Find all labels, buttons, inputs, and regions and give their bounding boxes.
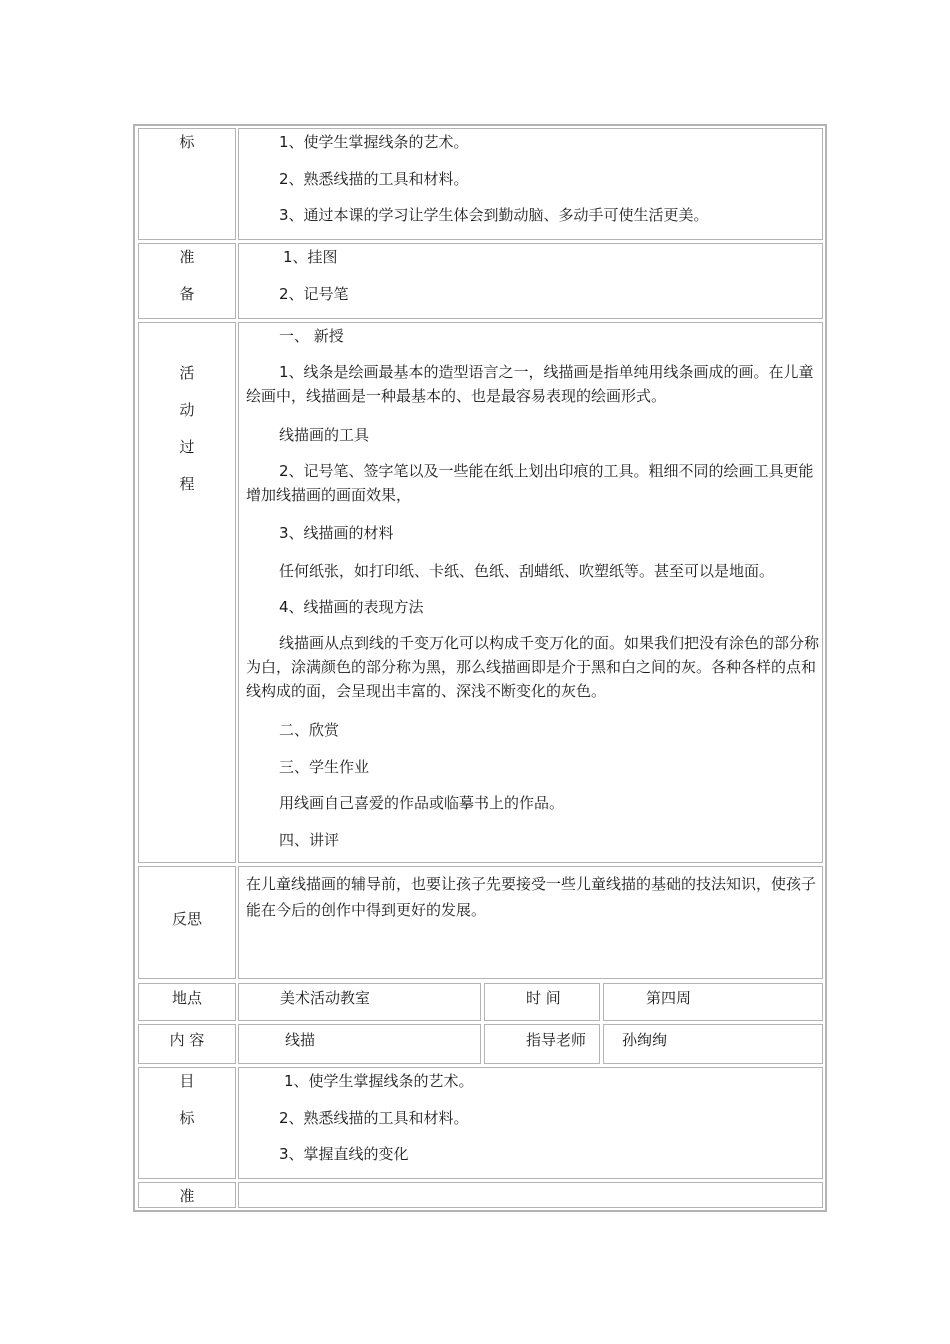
process-heading-materials: 3、线描画的材料: [279, 524, 394, 542]
content-cell: [238, 1024, 481, 1064]
goal2-item-3: 3、掌握直线的变化: [279, 1145, 409, 1163]
goal-item-3: 3、通过本课的学习让学生体会到勤动脑、多动手可使生活更美。: [279, 206, 709, 224]
process-heading-tools: 线描画的工具: [279, 426, 370, 444]
goal2-label-2: 标: [179, 1109, 195, 1127]
time-cell: [603, 983, 823, 1021]
time-label: 时 间: [526, 989, 561, 1007]
goal2-label-1: 目: [179, 1072, 195, 1090]
reflection-text: 在儿童线描画的辅导前，也要让孩子先要接受一些儿童线描的基础的技法知识，使孩子能在今后的创作中得到更好的发展。: [246, 875, 817, 919]
goal-item-2: 2、熟悉线描的工具和材料。: [279, 170, 469, 188]
goal-item-1: 1、使学生掌握线条的艺术。: [279, 133, 469, 151]
teacher-value: 孙绚绚: [622, 1031, 668, 1049]
time-value: 第四周: [646, 989, 692, 1007]
teacher-label: 指导老师: [526, 1031, 587, 1049]
content-value: 线描: [285, 1031, 316, 1049]
process-heading-review: 四、讲评: [279, 831, 340, 849]
process-paragraph-homework: 用线画自己喜爱的作品或临摹书上的作品。: [279, 794, 565, 812]
goal-label: 标: [179, 133, 195, 151]
process-heading-new: 一、 新授: [279, 327, 344, 345]
process-heading-homework: 三、学生作业: [279, 758, 370, 776]
prep2-label: 准: [179, 1187, 195, 1205]
process-paragraph-2: 2、记号笔、签字笔以及一些能在纸上划出印痕的工具。粗细不同的绘画工具更能增加线描画的画面效果，: [246, 462, 814, 504]
content-label: 内 容: [169, 1031, 205, 1049]
place-value: 美术活动教室: [280, 989, 371, 1007]
prep-label-1: 准: [179, 248, 195, 266]
prep-label-2: 备: [179, 285, 195, 303]
process-label-4: 程: [179, 475, 195, 493]
process-heading-methods: 4、线描画的表现方法: [279, 598, 424, 616]
reflection-label: 反思: [171, 910, 202, 928]
process-label-3: 过: [179, 438, 195, 456]
prep-item-2: 2、记号笔: [279, 285, 349, 303]
prep-item-1: 1、挂图: [283, 248, 338, 266]
place-label: 地点: [171, 989, 202, 1007]
process-label-2: 动: [179, 401, 195, 419]
process-paragraph-4: 线描画从点到线的千变万化可以构成千变万化的面。如果我们把没有涂色的部分称为白，涂满颜色的部分称为黑，那么线描画即是介于黑和白之间的灰。各种各样的点和线构成的面，会呈现出丰富的、深浅不断变化的灰色。: [246, 634, 820, 700]
prep2-content-cell: [238, 1182, 823, 1208]
process-label-1: 活: [179, 364, 195, 382]
process-heading-appreciate: 二、欣赏: [279, 721, 340, 739]
process-paragraph-3: 任何纸张，如打印纸、卡纸、色纸、刮蜡纸、吹塑纸等。甚至可以是地面。: [279, 562, 775, 580]
process-paragraph-1: 1、线条是绘画最基本的造型语言之一，线描画是指单纯用线条画成的画。在儿童绘画中，线描画是一种最基本的、也是最容易表现的绘画形式。: [246, 363, 814, 405]
goal2-item-2: 2、熟悉线描的工具和材料。: [279, 1109, 469, 1127]
goal2-item-1: 1、使学生掌握线条的艺术。: [284, 1072, 474, 1090]
